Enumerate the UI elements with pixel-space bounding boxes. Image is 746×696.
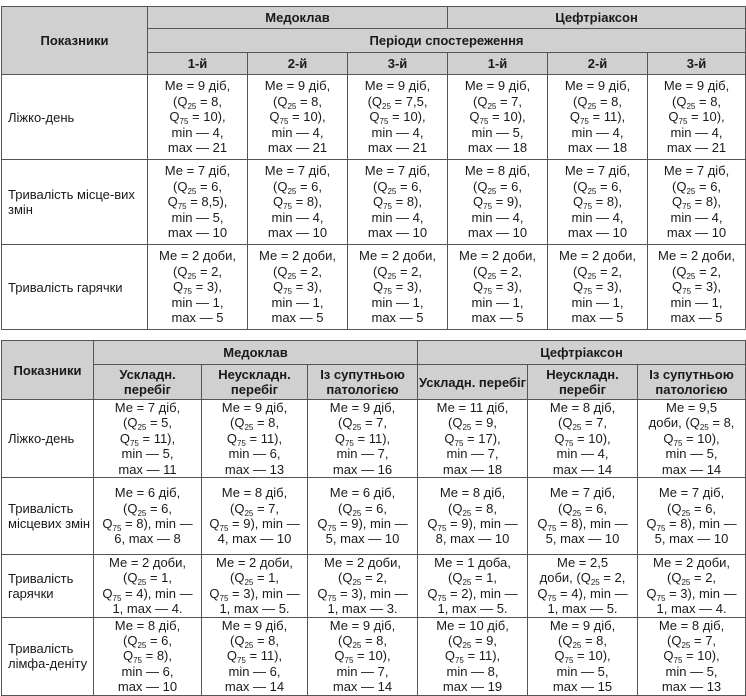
- cell-line: Ме = 2 доби,: [658, 248, 736, 264]
- cell-line: $Q_{75} = 10$),: [334, 648, 391, 666]
- table-cell: [202, 478, 308, 555]
- table-cell: [648, 75, 746, 160]
- cell-line: $Q_{75} = 11$),: [334, 430, 391, 448]
- cell-line: max — 10: [467, 225, 528, 241]
- table-cell: [308, 478, 418, 555]
- table-cell: [348, 245, 448, 330]
- cell-line: max — 14: [552, 461, 613, 477]
- cell-line: max — 5: [670, 310, 723, 326]
- table-cell: [148, 75, 248, 160]
- cell-line: min — 4,: [371, 124, 424, 140]
- cell-line: min — 1,: [371, 294, 424, 310]
- cell-line: $Q_{75} = 3$), min —: [646, 585, 737, 603]
- table-cell: [648, 160, 746, 245]
- cell-line: Ме = 7 діб,: [264, 163, 331, 179]
- cell-line: $Q_{75} = 4$), min —: [102, 585, 193, 603]
- cell-line: Ме = 2,5: [556, 555, 609, 571]
- cell-line: 1, max — 4.: [112, 601, 183, 617]
- table2-subheader: Із супутньою патологією: [638, 365, 746, 400]
- row-label: Тривалість місце-вих змін: [2, 160, 148, 245]
- cell-line: max — 14: [332, 679, 393, 695]
- cell-line: Ме = 8 діб,: [658, 617, 725, 633]
- cell-line: 5, max — 10: [654, 531, 729, 547]
- cell-line: max — 21: [666, 140, 727, 156]
- cell-line: Ме = 8 діб,: [464, 163, 531, 179]
- table-cell: [548, 75, 648, 160]
- table2-subheader: Неускладн. перебіг: [202, 365, 308, 400]
- table-cell: [94, 400, 202, 478]
- cell-line: Ме = 6 діб,: [114, 485, 181, 501]
- table-cell: [202, 400, 308, 478]
- cell-line: ($Q_{25} = 7$,: [667, 633, 717, 651]
- cell-line: ($Q_{25} = 1$,: [447, 570, 498, 588]
- cell-line: 1, max — 4.: [656, 601, 727, 617]
- cell-line: ($Q_{25} = 5$,: [122, 415, 173, 433]
- table-row: [2, 617, 746, 695]
- cell-line: Ме = 9 діб,: [329, 400, 396, 415]
- cell-line: min — 1,: [571, 294, 624, 310]
- cell-line: max — 19: [442, 679, 503, 695]
- cell-line: ($Q_{25} = 8$,: [572, 93, 623, 111]
- table2-group-ceftriaxone: Цефтріаксон: [418, 341, 746, 365]
- cell-line: ($Q_{25} = 6$,: [667, 500, 717, 518]
- cell-line: ($Q_{25} = 6$,: [557, 500, 608, 518]
- cell-line: Ме = 9 діб,: [564, 78, 631, 94]
- cell-line: $Q_{75} = 8$), min —: [102, 516, 193, 534]
- cell-line: ($Q_{25} = 6$,: [472, 178, 523, 196]
- cell-line: Ме = 2 доби,: [653, 555, 731, 571]
- table2-body: [2, 400, 746, 696]
- cell-line: max — 10: [167, 225, 228, 241]
- cell-line: Ме = 2 доби,: [259, 248, 336, 264]
- cell-line: ($Q_{25} = 6$,: [572, 178, 623, 196]
- cell-line: $Q_{75} = 9$), min —: [317, 516, 408, 534]
- table-cell: [638, 617, 746, 695]
- cell-line: 8, max — 10: [435, 531, 510, 547]
- cell-line: Ме = 9 діб,: [364, 78, 431, 94]
- cell-line: max — 21: [367, 140, 428, 156]
- cell-line: max — 14: [224, 679, 285, 695]
- table-row: [2, 400, 746, 478]
- cell-line: max — 10: [666, 225, 727, 241]
- cell-line: $Q_{75} = 8$),: [573, 194, 623, 212]
- cell-line: max — 18: [467, 140, 528, 156]
- cell-line: $Q_{75} = 3$),: [172, 279, 223, 297]
- cell-line: max — 11: [118, 461, 177, 477]
- table-cell: [418, 478, 528, 555]
- cell-line: Ме = 9 діб,: [164, 78, 231, 94]
- row-label: Тривалість місцевих змін: [2, 478, 94, 555]
- cell-line: $Q_{75} = 10$),: [663, 648, 720, 666]
- cell-line: Ме = 7 діб,: [114, 400, 181, 415]
- cell-line: Ме = 2 доби,: [216, 555, 293, 571]
- table1-subheader: 1-й: [448, 53, 548, 75]
- cell-line: Ме = 7 діб,: [564, 163, 631, 179]
- cell-line: 5, max — 10: [325, 531, 400, 547]
- cell-line: ($Q_{25} = 9$,: [447, 633, 498, 651]
- table-cell: [308, 617, 418, 695]
- cell-line: min — 5,: [471, 124, 524, 140]
- cell-line: $Q_{75} = 10$),: [554, 430, 611, 448]
- table-cell: [638, 478, 746, 555]
- cell-line: min — 1,: [271, 294, 324, 310]
- cell-line: $Q_{75} = 10$),: [554, 648, 611, 666]
- table-cell: [528, 478, 638, 555]
- table-cell: [308, 555, 418, 618]
- cell-line: ($Q_{25} = 8$,: [337, 633, 388, 651]
- cell-line: Ме = 2 доби,: [159, 248, 236, 264]
- cell-line: max — 10: [567, 225, 628, 241]
- cell-line: min — 6,: [121, 663, 174, 679]
- table2-group-medoclav: Медоклав: [94, 341, 418, 365]
- cell-line: Ме = 9 діб,: [663, 78, 730, 94]
- cell-line: ($Q_{25} = 6$,: [672, 178, 722, 196]
- table1-subheader: 2-й: [248, 53, 348, 75]
- cell-line: ($Q_{25} = 8$,: [229, 633, 280, 651]
- cell-line: ($Q_{25} = 6$,: [372, 178, 423, 196]
- cell-line: $Q_{75} = 11$),: [226, 648, 283, 666]
- table-cell: [348, 75, 448, 160]
- cell-line: min — 5,: [665, 663, 718, 679]
- cell-line: ($Q_{25} = 2$,: [272, 263, 323, 281]
- table-cell: [348, 160, 448, 245]
- cell-line: min — 6,: [228, 446, 281, 462]
- cell-line: $Q_{75} = 9$),: [473, 194, 523, 212]
- cell-line: min — 7,: [336, 446, 389, 462]
- cell-line: ($Q_{25} = 1$,: [122, 570, 173, 588]
- cell-line: $Q_{75} = 3$),: [473, 279, 523, 297]
- table-cell: [94, 478, 202, 555]
- cell-line: Ме = 9 діб,: [221, 400, 288, 415]
- table-cell: [148, 245, 248, 330]
- cell-line: 5, max — 10: [545, 531, 620, 547]
- cell-line: Ме = 1 доба,: [434, 555, 511, 571]
- table1-corner-header: Показники: [2, 7, 148, 75]
- cell-line: min — 4,: [271, 124, 324, 140]
- table-row: [2, 75, 746, 160]
- table-cell: [248, 160, 348, 245]
- table-cell: [448, 245, 548, 330]
- table-row: [2, 478, 746, 555]
- cell-line: min — 5,: [171, 209, 224, 225]
- cell-line: 1, max — 3.: [327, 601, 398, 617]
- cell-line: $Q_{75} = 3$), min —: [317, 585, 408, 603]
- cell-line: min — 7,: [446, 446, 499, 462]
- cell-line: 1, max — 5.: [437, 601, 508, 617]
- cell-line: Ме = 10 діб,: [436, 617, 509, 633]
- cell-line: max — 13: [661, 679, 722, 695]
- table2-subheader: Із супутньою патологією: [308, 365, 418, 400]
- cell-line: Ме = 8 діб,: [439, 485, 506, 501]
- cell-line: min — 4,: [571, 209, 624, 225]
- cell-line: max — 15: [552, 679, 613, 695]
- cell-line: ($Q_{25} = 7,5$,: [367, 93, 428, 111]
- table1-subheader: 3-й: [348, 53, 448, 75]
- cell-line: Ме = 9,5: [665, 400, 718, 415]
- table-cell: [94, 555, 202, 618]
- cell-line: max — 5: [371, 310, 424, 326]
- cell-line: ($Q_{25} = 6$,: [122, 633, 173, 651]
- cell-line: ($Q_{25} = 2$,: [572, 263, 623, 281]
- cell-line: ($Q_{25} = 2$,: [372, 263, 423, 281]
- cell-line: ($Q_{25} = 2$,: [672, 263, 722, 281]
- table-cell: [548, 160, 648, 245]
- cell-line: Ме = 8 діб,: [221, 485, 288, 501]
- cell-line: min — 5,: [665, 446, 718, 462]
- cell-line: Ме = 9 діб,: [464, 78, 531, 94]
- cell-line: Ме = 8 діб,: [549, 400, 616, 415]
- cell-line: max — 13: [224, 461, 285, 477]
- table-row: [2, 555, 746, 618]
- cell-line: ($Q_{25} = 7$,: [472, 93, 523, 111]
- cell-line: доби, ($Q_{25} = 2$,: [539, 570, 626, 588]
- cell-line: min — 1,: [670, 294, 723, 310]
- table-cell: [148, 160, 248, 245]
- table2-subheader: Ускладн. перебіг: [94, 365, 202, 400]
- cell-line: $Q_{75} = 3$), min —: [209, 585, 300, 603]
- table-cell: [528, 617, 638, 695]
- cell-line: $Q_{75} = 8,5$),: [167, 194, 228, 212]
- cell-line: $Q_{75} = 3$),: [672, 279, 722, 297]
- table1-subheader: 2-й: [548, 53, 648, 75]
- table-cell: [648, 245, 746, 330]
- cell-line: Ме = 2 доби,: [109, 555, 186, 571]
- cell-line: $Q_{75} = 8$), min —: [537, 516, 628, 534]
- table-row: [2, 160, 746, 245]
- cell-line: Ме = 8 діб,: [114, 617, 181, 633]
- row-label: Ліжко-день: [2, 75, 148, 160]
- cell-line: Ме = 9 діб,: [549, 617, 616, 633]
- cell-line: ($Q_{25} = 7$,: [229, 500, 280, 518]
- table2-subheader: Ускладн. перебіг: [418, 365, 528, 400]
- cell-line: max — 21: [267, 140, 328, 156]
- cell-line: Ме = 7 діб,: [549, 485, 616, 501]
- cell-line: $Q_{75} = 8$),: [122, 648, 173, 666]
- cell-line: max — 14: [661, 461, 722, 477]
- table1-period-header: Періоди спостереження: [148, 29, 746, 53]
- cell-line: Ме = 9 діб,: [221, 617, 288, 633]
- cell-line: Ме = 11 діб,: [436, 400, 509, 415]
- cell-line: $Q_{75} = 11$),: [569, 109, 626, 127]
- cell-line: ($Q_{25} = 6$,: [272, 178, 323, 196]
- cell-line: $Q_{75} = 8$), min —: [646, 516, 737, 534]
- cell-line: max — 10: [367, 225, 428, 241]
- cell-line: ($Q_{25} = 8$,: [557, 633, 608, 651]
- table2-corner-header: Показники: [2, 341, 94, 400]
- cell-line: min — 1,: [171, 294, 224, 310]
- cell-line: min — 4,: [670, 209, 723, 225]
- table-cell: [418, 400, 528, 478]
- cell-line: Ме = 9 діб,: [264, 78, 331, 94]
- cell-line: ($Q_{25} = 8$,: [229, 415, 280, 433]
- table-cell: [308, 400, 418, 478]
- row-label: Тривалість гарячки: [2, 245, 148, 330]
- table1-group-medoclav: Медоклав: [148, 7, 448, 29]
- cell-line: ($Q_{25} = 6$,: [337, 500, 388, 518]
- cell-line: ($Q_{25} = 6$,: [172, 178, 223, 196]
- cell-line: $Q_{75} = 10$),: [269, 109, 326, 127]
- cell-line: max — 5: [171, 310, 224, 326]
- cell-line: ($Q_{25} = 2$,: [667, 570, 717, 588]
- cell-line: $Q_{75} = 10$),: [668, 109, 725, 127]
- cell-line: min — 4,: [371, 209, 424, 225]
- cell-line: Ме = 2 доби,: [324, 555, 401, 571]
- table1-group-ceftriaxone: Цефтріаксон: [448, 7, 746, 29]
- cell-line: max — 5: [571, 310, 624, 326]
- cell-line: min — 1,: [471, 294, 524, 310]
- table1-subheader: 3-й: [648, 53, 746, 75]
- table-cell: [202, 617, 308, 695]
- cell-line: min — 4,: [556, 446, 609, 462]
- cell-line: $Q_{75} = 8$),: [272, 194, 323, 212]
- cell-line: max — 5: [271, 310, 324, 326]
- cell-line: min — 4,: [171, 124, 224, 140]
- row-label: Тривалість лімфа-деніту: [2, 617, 94, 695]
- cell-line: Ме = 7 діб,: [164, 163, 231, 179]
- cell-line: ($Q_{25} = 8$,: [672, 93, 722, 111]
- cell-line: min — 5,: [556, 663, 609, 679]
- cell-line: $Q_{75} = 10$),: [369, 109, 426, 127]
- cell-line: min — 4,: [571, 124, 624, 140]
- row-label: Ліжко-день: [2, 400, 94, 478]
- cell-line: $Q_{75} = 10$),: [169, 109, 226, 127]
- cell-line: $Q_{75} = 11$),: [444, 648, 501, 666]
- cell-line: ($Q_{25} = 8$,: [447, 500, 498, 518]
- cell-line: $Q_{75} = 10$),: [469, 109, 526, 127]
- cell-line: $Q_{75} = 9$), min —: [427, 516, 518, 534]
- table-cell: [248, 245, 348, 330]
- cell-line: max — 21: [167, 140, 228, 156]
- cell-line: ($Q_{25} = 2$,: [172, 263, 223, 281]
- cell-line: ($Q_{25} = 8$,: [172, 93, 223, 111]
- cell-line: min — 8,: [446, 663, 499, 679]
- cell-line: ($Q_{25} = 8$,: [272, 93, 323, 111]
- cell-line: min — 6,: [228, 663, 281, 679]
- table2-subheader: Неускладн. перебіг: [528, 365, 638, 400]
- table-row: [2, 245, 746, 330]
- cell-line: ($Q_{25} = 7$,: [337, 415, 388, 433]
- cell-line: $Q_{75} = 9$), min —: [209, 516, 300, 534]
- cell-line: Ме = 2 доби,: [359, 248, 436, 264]
- cell-line: $Q_{75} = 11$),: [226, 430, 283, 448]
- table-cell: [418, 555, 528, 618]
- cell-line: ($Q_{25} = 2$,: [337, 570, 388, 588]
- table-cell: [448, 160, 548, 245]
- cell-line: 4, max — 10: [217, 531, 292, 547]
- cell-line: Ме = 7 діб,: [364, 163, 431, 179]
- cell-line: $Q_{75} = 10$),: [663, 430, 720, 448]
- cell-line: min — 4,: [471, 209, 524, 225]
- cell-line: min — 4,: [670, 124, 723, 140]
- table-cell: [528, 555, 638, 618]
- cell-line: $Q_{75} = 3$),: [573, 279, 623, 297]
- table-cell: [248, 75, 348, 160]
- table1-body: [2, 75, 746, 330]
- cell-line: Ме = 6 діб,: [329, 485, 396, 501]
- table-cell: [94, 617, 202, 695]
- cell-line: Ме = 2 доби,: [459, 248, 537, 264]
- cell-line: Ме = 7 діб,: [663, 163, 730, 179]
- cell-line: max — 16: [332, 461, 393, 477]
- cell-line: ($Q_{25} = 9$,: [447, 415, 498, 433]
- cell-line: $Q_{75} = 3$),: [272, 279, 323, 297]
- table-cell: [528, 400, 638, 478]
- row-label: Тривалість гарячки: [2, 555, 94, 618]
- cell-line: ($Q_{25} = 2$,: [472, 263, 523, 281]
- cell-line: max — 10: [267, 225, 328, 241]
- cell-line: min — 5,: [121, 446, 174, 462]
- cell-line: 1, max — 5.: [547, 601, 618, 617]
- table-cell: [448, 75, 548, 160]
- table-observation-periods: [1, 6, 746, 330]
- cell-line: $Q_{75} = 8$),: [372, 194, 423, 212]
- cell-line: доби, ($Q_{25} = 8$,: [648, 415, 735, 433]
- cell-line: max — 18: [442, 461, 503, 477]
- cell-line: 1, max — 5.: [219, 601, 290, 617]
- cell-line: min — 7,: [336, 663, 389, 679]
- table-cell: [548, 245, 648, 330]
- cell-line: $Q_{75} = 4$), min —: [537, 585, 628, 603]
- table-clinical-course: [1, 340, 746, 696]
- table1-subheader: 1-й: [148, 53, 248, 75]
- cell-line: max — 10: [117, 679, 178, 695]
- cell-line: $Q_{75} = 17$),: [444, 430, 501, 448]
- cell-line: max — 18: [567, 140, 628, 156]
- cell-line: ($Q_{25} = 6$,: [122, 500, 173, 518]
- table-cell: [638, 400, 746, 478]
- cell-line: Ме = 9 діб,: [329, 617, 396, 633]
- cell-line: $Q_{75} = 8$),: [672, 194, 722, 212]
- cell-line: min — 4,: [271, 209, 324, 225]
- cell-line: ($Q_{25} = 1$,: [229, 570, 280, 588]
- cell-line: $Q_{75} = 2$), min —: [427, 585, 518, 603]
- cell-line: Ме = 2 доби,: [559, 248, 637, 264]
- cell-line: $Q_{75} = 11$),: [119, 430, 176, 448]
- table-cell: [202, 555, 308, 618]
- cell-line: ($Q_{25} = 7$,: [557, 415, 608, 433]
- cell-line: Ме = 7 діб,: [658, 485, 725, 501]
- table-cell: [418, 617, 528, 695]
- cell-line: $Q_{75} = 3$),: [372, 279, 423, 297]
- cell-line: max — 5: [471, 310, 524, 326]
- table-cell: [638, 555, 746, 618]
- cell-line: 6, max — 8: [114, 531, 181, 547]
